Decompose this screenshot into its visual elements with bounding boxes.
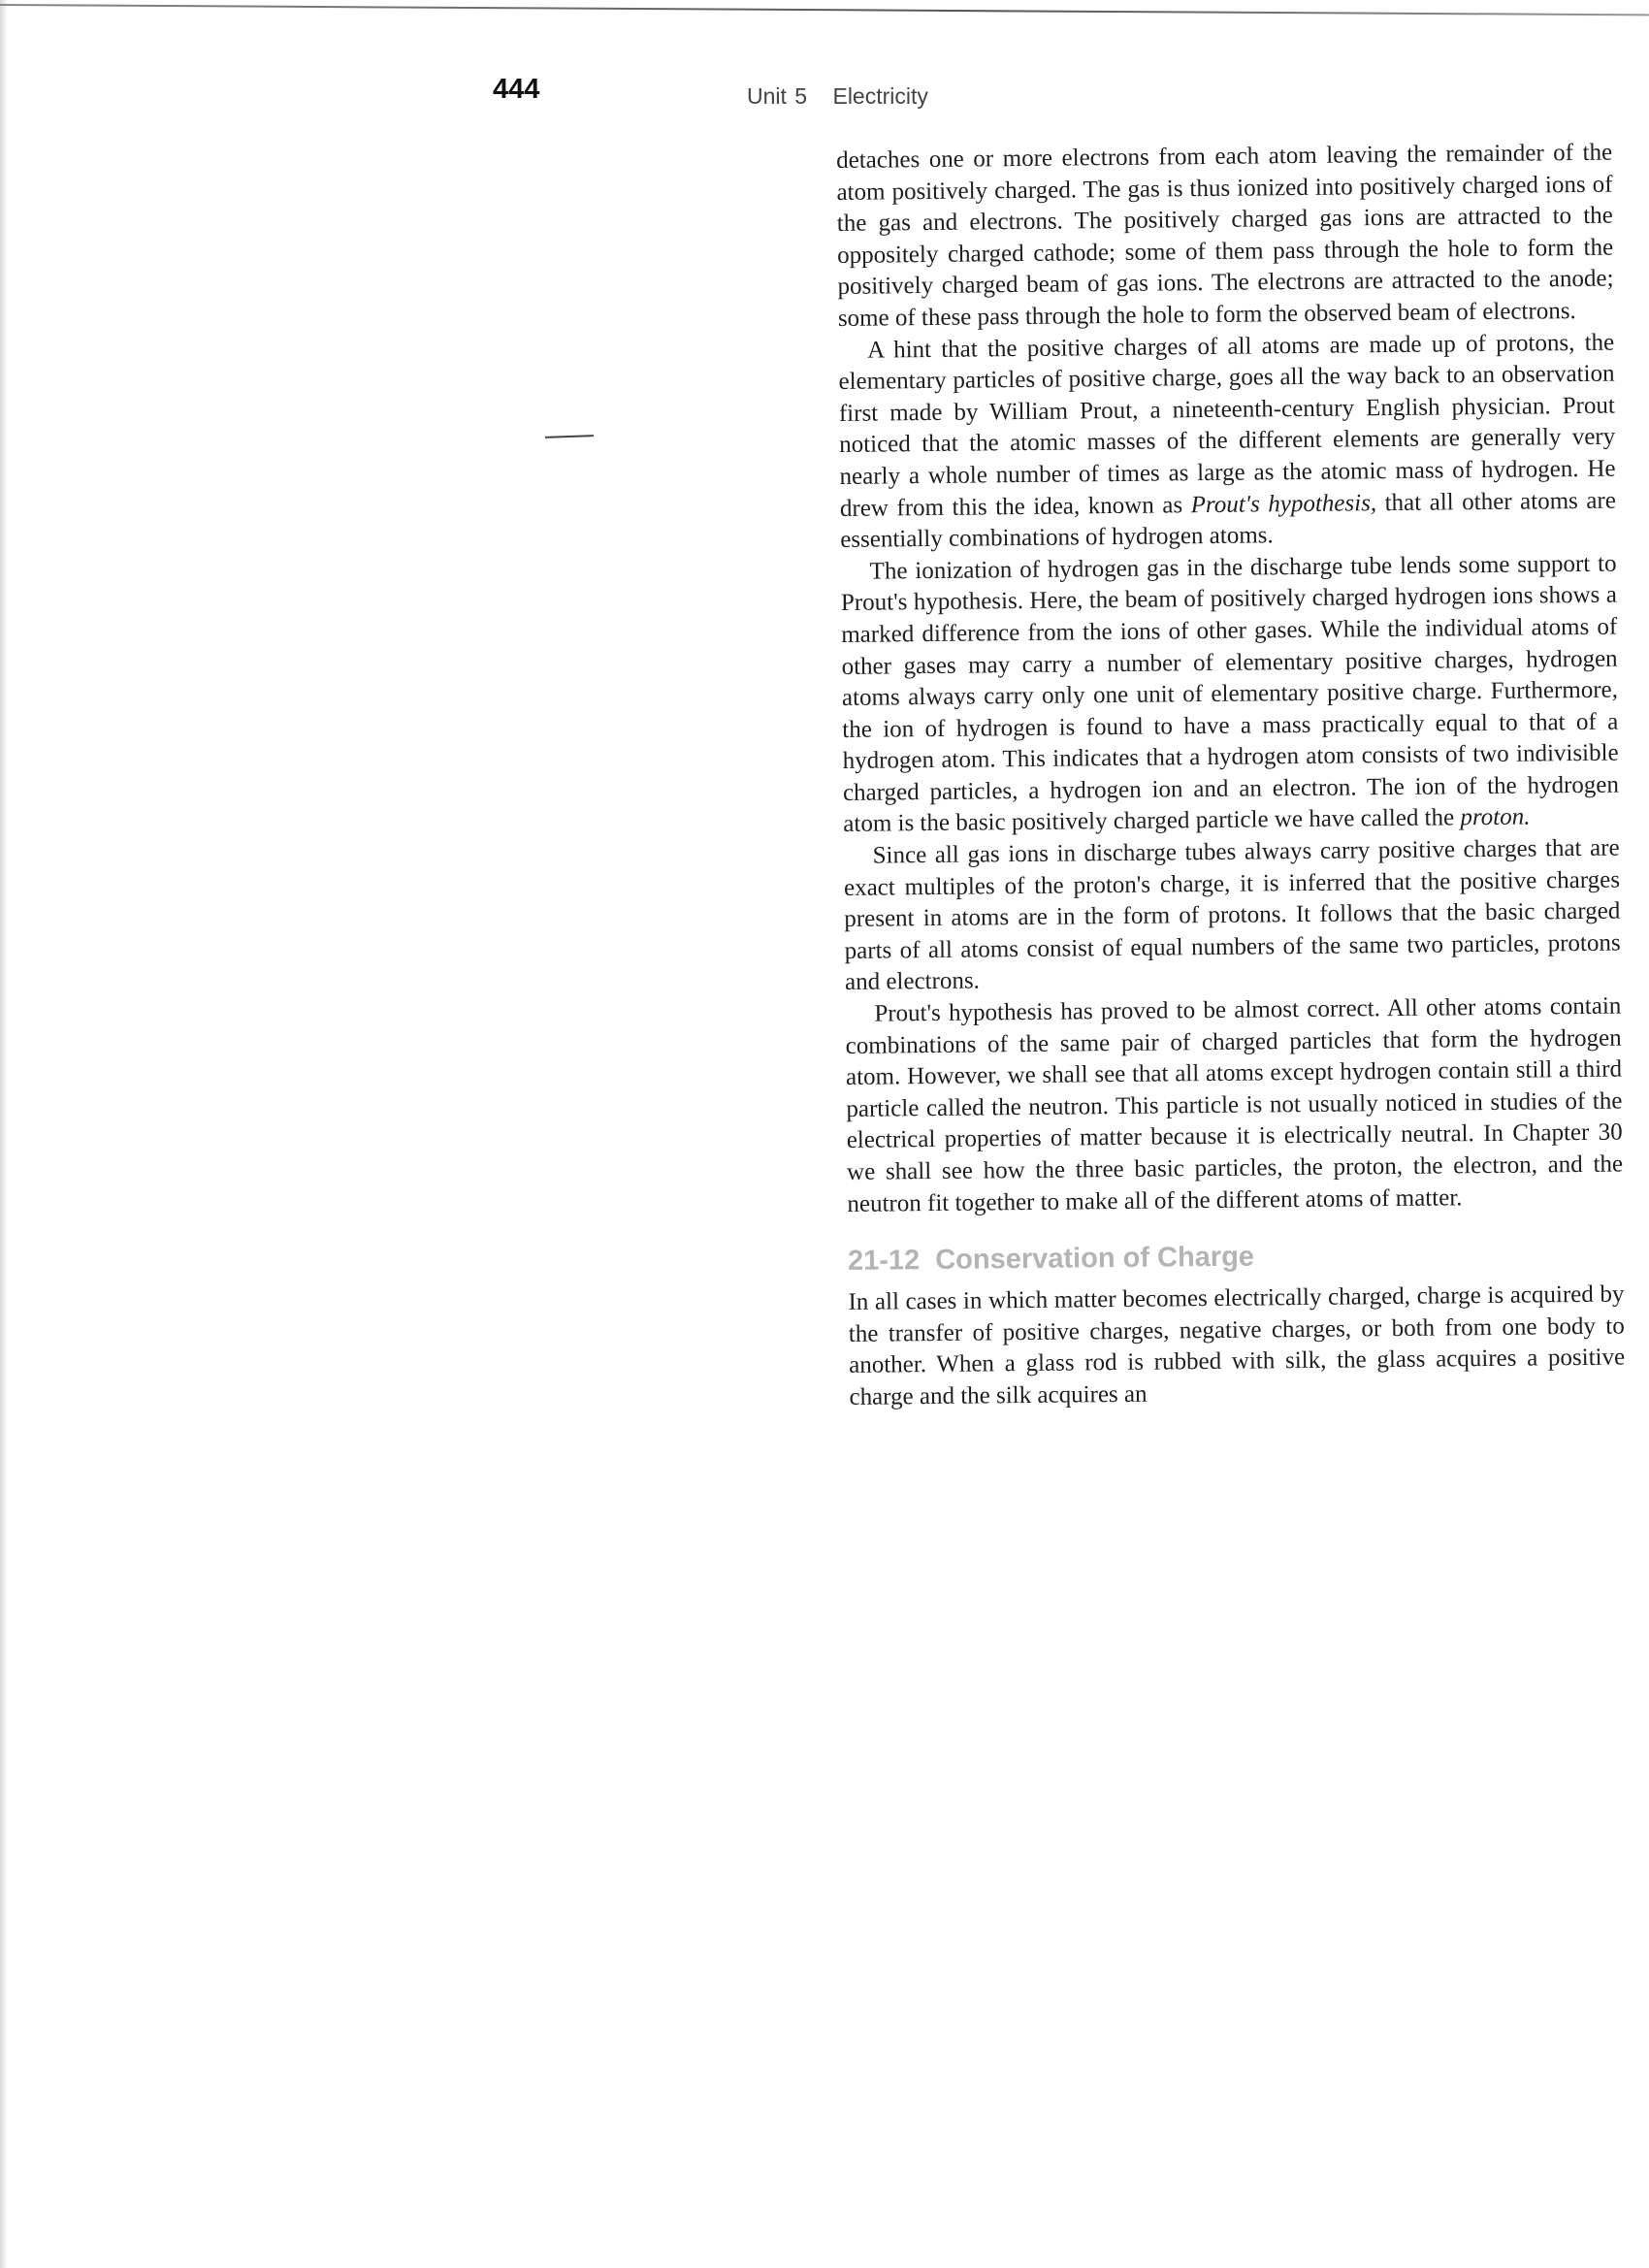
emphasis-prouts-hypothesis: Prout's hypothesis,	[1190, 489, 1377, 518]
running-head	[747, 83, 928, 110]
paragraph-prouts-hypothesis: Prout's hypothesis has proved to be almost correct. All other atoms contain combinations of the same pair of charged particles that form the hydrogen atom. However, we shall see that all atoms except hydrogen contain still a third particle called the neutron. This particle is not usually noticed in studies of the electrical properties of matter because it is electrically neutral. In Chapter 30 we shall see how the three basic particles, the proton, the electron, and the neutron fit together to make all of the different atoms of matter.	[845, 992, 1624, 1217]
body-text-column	[836, 138, 1626, 1414]
paragraph-conservation: In all cases in which matter becomes electrically charged, charge is acquired by the transfer of positive charges, negative charges, or both from one body to another. When a glass rod is rubbed with silk, the glass acquires a positive charge and the silk acquires an	[848, 1280, 1626, 1410]
paragraph-continued: detaches one or more electrons from each atom leaving the remainder of the atom positively charged. The gas is thus ionized into positively charged ions of the gas and electrons. The positively charged gas ions are attracted to the oppositely charged cathode; some of them pass through the hole to form the positively charged beam of gas ions. The electrons are attracted to the anode; some of these pass through the hole to form the observed beam of electrons.	[836, 139, 1614, 332]
paragraph-prout-hint	[838, 327, 1616, 557]
section-heading	[848, 1238, 1624, 1278]
running-head-unit: Unit 5	[747, 83, 808, 109]
paragraph-text: A hint that the positive charges of all atoms are made up of protons, the elementary particles of positive charge, goes all the way back to an observation first made by William Prout, a nineteenth-century English physician. Prout noticed that the atomic masses of the different elements are generally very nearly a whole number of times as large as the atomic mass of hydrogen. He drew from this the idea, known as	[838, 329, 1616, 522]
paragraph-ionization	[840, 548, 1619, 841]
margin-pencil-mark	[545, 435, 594, 438]
paragraph-text: that all other atoms are essentially combinations of hydrogen atoms.	[840, 487, 1617, 554]
running-head-title: Electricity	[832, 83, 928, 109]
scan-top-edge-line	[0, 4, 1649, 16]
section-title: Conservation of Charge	[935, 1241, 1255, 1277]
emphasis-proton: proton.	[1460, 804, 1531, 831]
page-number: 444	[493, 74, 540, 105]
section-number: 21-12	[847, 1245, 921, 1278]
paragraph-gas-ions: Since all gas ions in discharge tubes always carry positive charges that are exact multiples of the proton's charge, it is inferred that the positive charges present in atoms are in the form of protons. It follows that the basic charged parts of all atoms consist of equal numbers of the same two particles, protons and electrons.	[843, 834, 1621, 996]
paragraph-text: The ionization of hydrogen gas in the discharge tube lends some support to Prout's hypothesis. Here, the beam of positively charged hydrogen ions shows a marked difference from the ions of other gases. While the individual atoms of other gases may carry a number of elementary positive charges, hydrogen atoms always carry only one unit of elementary positive charge. Furthermore, the ion of hydrogen is found to have a mass practically equal to that of a hydrogen atom. This indicates that a hydrogen atom consists of two indivisible charged particles, a hydrogen ion and an electron. The ion of the hydrogen atom is the basic positively charged particle we have called the	[840, 550, 1620, 838]
scan-edge-shadow	[0, 0, 8, 2268]
